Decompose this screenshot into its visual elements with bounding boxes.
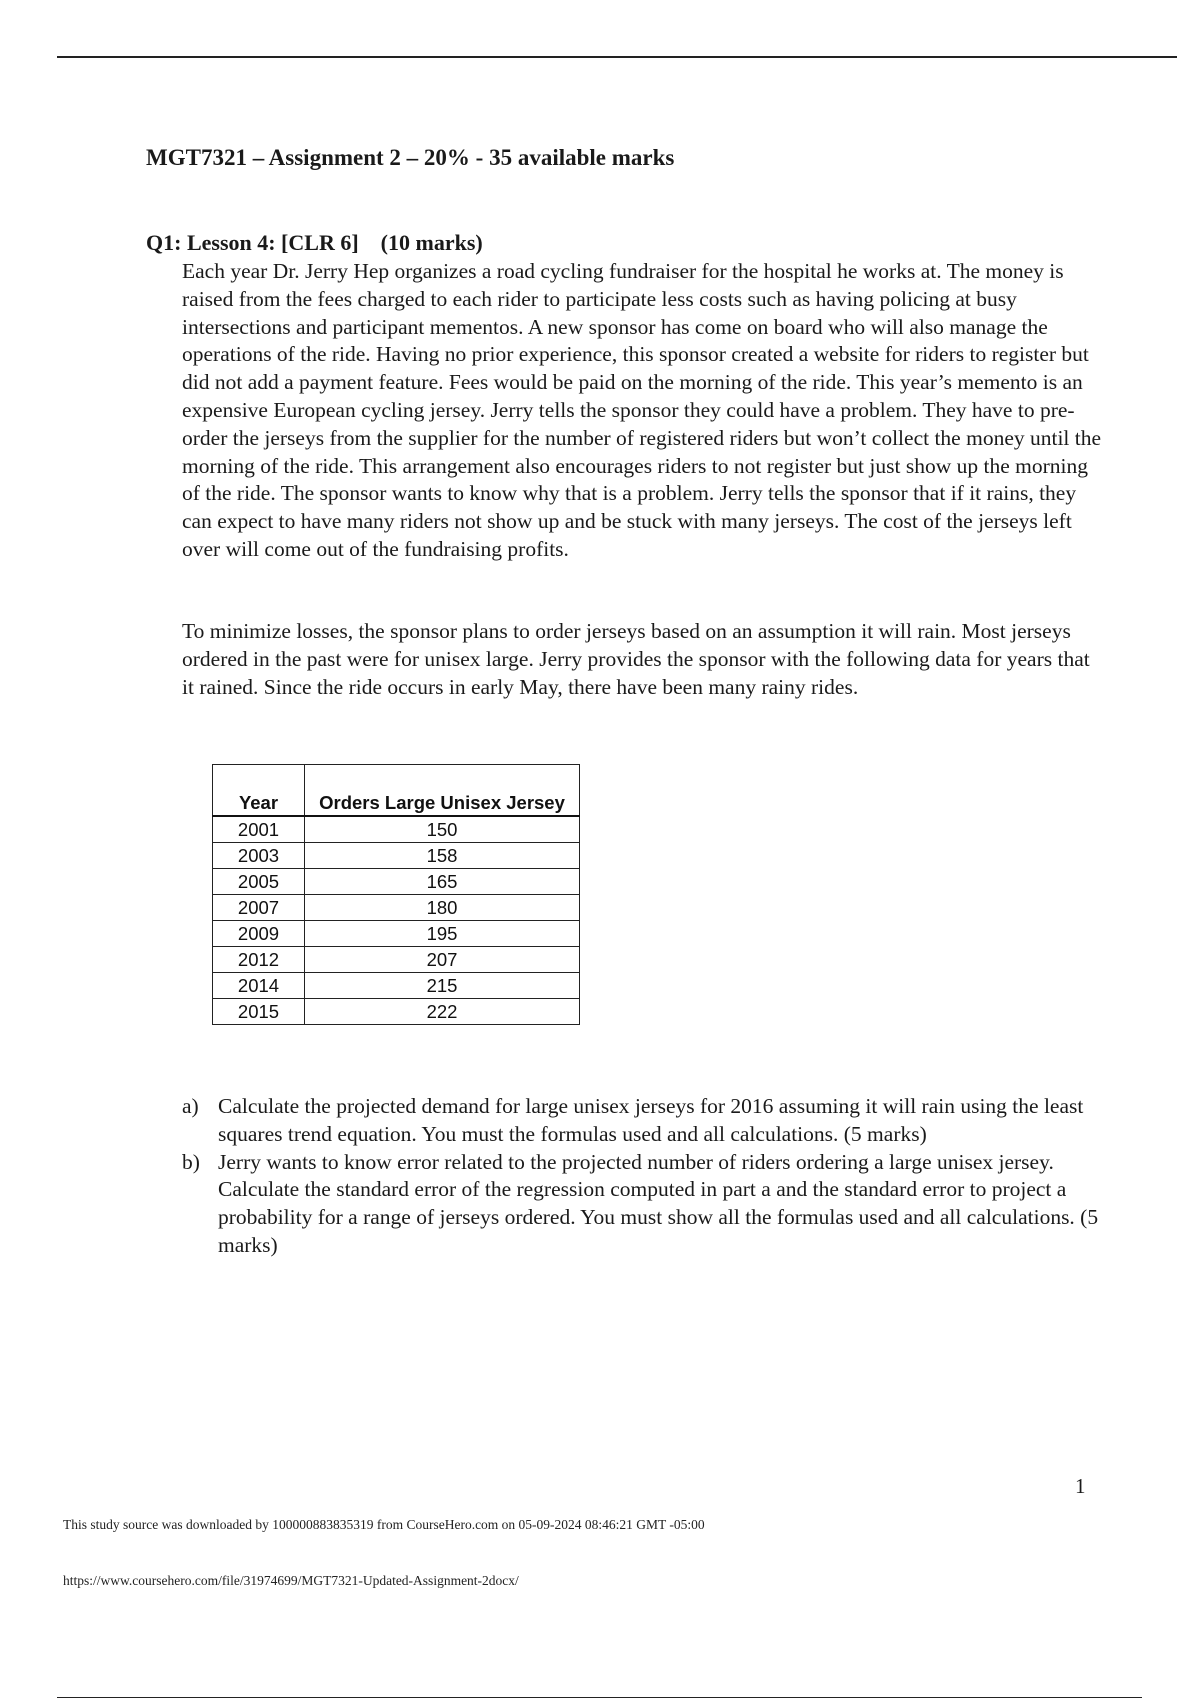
orders-cell: 180: [305, 895, 580, 921]
year-cell: 2014: [213, 973, 305, 999]
part-b-marker: b): [182, 1149, 200, 1174]
part-b-text: Jerry wants to know error related to the projected number of riders ordering a large unisex jersey. Calculate the standard error of the regression computed in part a and the standard error to project a probability for a range of jerseys ordered. You must show all the formulas used and all calculations. (5 marks): [218, 1149, 1099, 1257]
part-a-marker: a): [182, 1094, 199, 1118]
table-row: [213, 895, 580, 921]
table-header-row: [213, 765, 580, 817]
year-cell: 2003: [213, 843, 305, 869]
year-cell: 2005: [213, 869, 305, 895]
source-url: https://www.coursehero.com/file/31974699/MGT7321-Updated-Assignment-2docx/: [63, 1573, 519, 1588]
year-cell: 2001: [213, 816, 305, 843]
orders-cell: 207: [305, 947, 580, 973]
document-title: MGT7321 – Assignment 2 – 20% - 35 available marks: [146, 145, 675, 170]
part-a-text: Calculate the projected demand for large unisex jerseys for 2016 assuming it will rain using the least squares trend equation. You must the formulas used and all calculations. (5 marks): [218, 1094, 1084, 1146]
orders-cell: 215: [305, 973, 580, 999]
orders-cell: 150: [305, 816, 580, 843]
column-header-orders: Orders Large Unisex Jersey: [305, 765, 580, 817]
download-note: This study source was downloaded by 100000883835319 from CourseHero.com on 05-09-2024 08:46:21 GMT -05:00: [63, 1517, 705, 1532]
orders-cell: 158: [305, 843, 580, 869]
year-cell: 2015: [213, 999, 305, 1025]
column-header-year: Year: [213, 765, 305, 817]
table-row: [213, 843, 580, 869]
question-marks: (10 marks): [380, 230, 483, 255]
question-heading: [146, 230, 483, 256]
table-row: [213, 816, 580, 843]
year-cell: 2012: [213, 947, 305, 973]
question-part-b: [182, 1149, 1102, 1260]
table-row: [213, 921, 580, 947]
orders-cell: 165: [305, 869, 580, 895]
orders-table: [212, 764, 580, 1025]
table-row: [213, 947, 580, 973]
question-paragraph-1: Each year Dr. Jerry Hep organizes a road cycling fundraiser for the hospital he works at. The money is raised from the fees charged to each rider to participate less costs such as having policing at busy intersections and participant mementos. A new sponsor has come on board who will also manage the operations of the ride. Having no prior experience, this sponsor created a website for riders to register but did not add a payment feature. Fees would be paid on the morning of the ride. This year’s memento is an expensive European cycling jersey. Jerry tells the sponsor they could have a problem. They have to pre-order the jerseys from the supplier for the number of registered riders but won’t collect the money until the morning of the ride. This arrangement also encourages riders to not register but just show up the morning of the ride. The sponsor wants to know why that is a problem. Jerry tells the sponsor that if it rains, they can expect to have many riders not show up and be stuck with many jerseys. The cost of the jerseys left over will come out of the fundraising profits.: [182, 259, 1102, 561]
table-row: [213, 999, 580, 1025]
orders-cell: 195: [305, 921, 580, 947]
table-row: [213, 869, 580, 895]
bottom-rule: [57, 1697, 1142, 1698]
question-heading-label: Q1: Lesson 4: [CLR 6]: [146, 230, 359, 255]
top-rule: [57, 56, 1177, 58]
year-cell: 2009: [213, 921, 305, 947]
orders-cell: 222: [305, 999, 580, 1025]
table-row: [213, 973, 580, 999]
page-number: 1: [1075, 1474, 1086, 1498]
question-paragraph-2: To minimize losses, the sponsor plans to order jerseys based on an assumption it will rain. Most jerseys ordered in the past were for unisex large. Jerry provides the sponsor with the following data for years that it rained. Since the ride occurs in early May, there have been many rainy rides.: [182, 619, 1090, 699]
question-parts-list: [182, 1093, 1102, 1260]
year-cell: 2007: [213, 895, 305, 921]
question-part-a: [182, 1093, 1102, 1149]
